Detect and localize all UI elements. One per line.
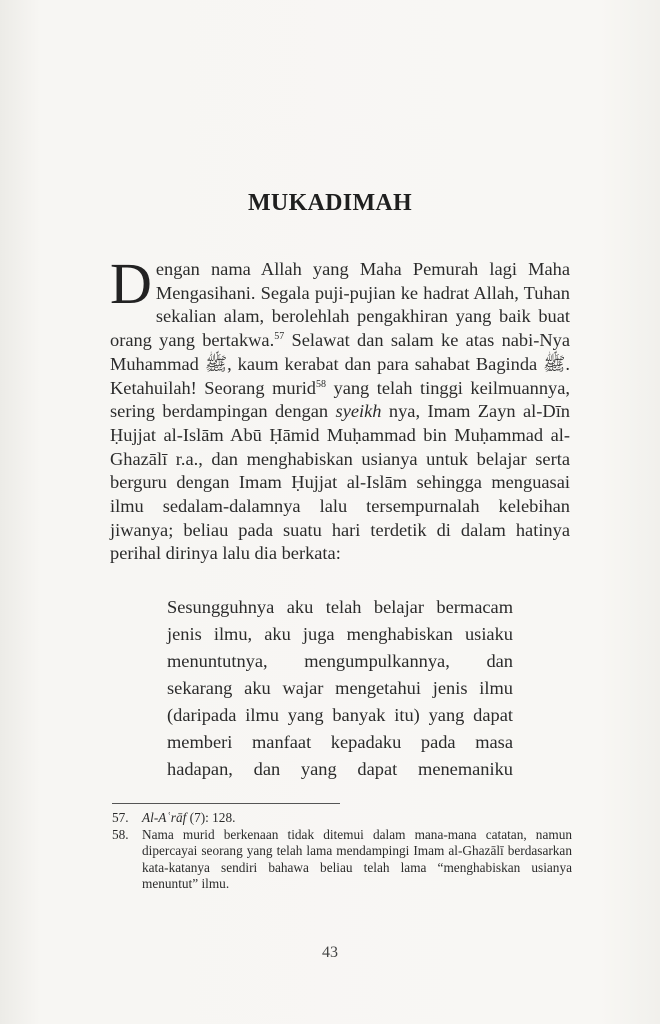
block-quote: Sesungguhnya aku telah belajar bermacam jenis ilmu, aku juga menghabiskan usiaku menuntutnya, mengumpulkannya, dan sekarang aku wajar mengetahui jenis ilmu (daripada ilmu yang banyak itu) yang dapat memberi manfaat kepadaku pada masa hadapan, dan yang dapat menemaniku xyxy=(167,597,513,779)
footnote-ref-58[interactable]: 58 xyxy=(316,378,326,390)
opening-paragraph xyxy=(110,251,570,566)
paragraph-text-4: nya, Imam Zayn al-Dīn Ḥujjat al-Islām Abū Ḥāmid Muḥammad bin Muḥammad al-Ghazālī r.a., dan menghabiskan usianya untuk belajar serta berguru dengan Imam Ḥujjat al-Islām sehingga menguasai ilmu sedalam-dalamnya lalu tersempurnalah kelebihan jiwanya; beliau pada suatu hari terdetik di dalam hatinya perihal dirinya lalu dia berkata: xyxy=(110,401,570,564)
footnote-italic: Al-Aʿrāf xyxy=(142,810,187,825)
footnotes xyxy=(112,810,572,893)
footnote-number: 57. xyxy=(112,810,129,825)
footnote-divider xyxy=(112,803,340,804)
footnote-number: 58. xyxy=(112,826,129,842)
drop-cap: D xyxy=(110,251,152,316)
footnote-58 xyxy=(112,827,572,893)
footnote-text xyxy=(142,810,572,827)
footnote-ref-57[interactable]: 57 xyxy=(274,330,285,342)
footnote-57 xyxy=(112,810,572,827)
chapter-title: MUKADIMAH xyxy=(247,190,412,216)
footnote-body: (7): 128. xyxy=(186,810,236,825)
paragraph-text-3: yang telah tinggi keilmuannya, sering berdampingan dengan xyxy=(110,377,570,422)
paragraph-text-1: engan nama Allah yang Maha Pemurah lagi Maha Mengasihani. Segala puji-pujian ke hadrat Allah, Tuhan sekalian alam, berolehlah pengakhiran yang baik buat orang yang bertakwa. xyxy=(110,259,570,351)
page-number: 43 xyxy=(322,944,338,961)
footnote-body: Nama murid berkenaan tidak ditemui dalam mana-mana catatan, namun dipercayai seorang yang telah lama mendampingi Imam al-Ghazālī berdasarkan kata-katanya sendiri bahawa beliau telah lama “menghabiskan usianya menuntut” ilmu. xyxy=(142,826,572,892)
paragraph-text-2: Selawat dan salam ke atas nabi-Nya Muhammad ﷺ, kaum kerabat dan para sahabat Baginda ﷺ. Ketahuilah! Seorang murid xyxy=(110,330,570,398)
syeikh-italic: syeikh xyxy=(335,401,382,422)
